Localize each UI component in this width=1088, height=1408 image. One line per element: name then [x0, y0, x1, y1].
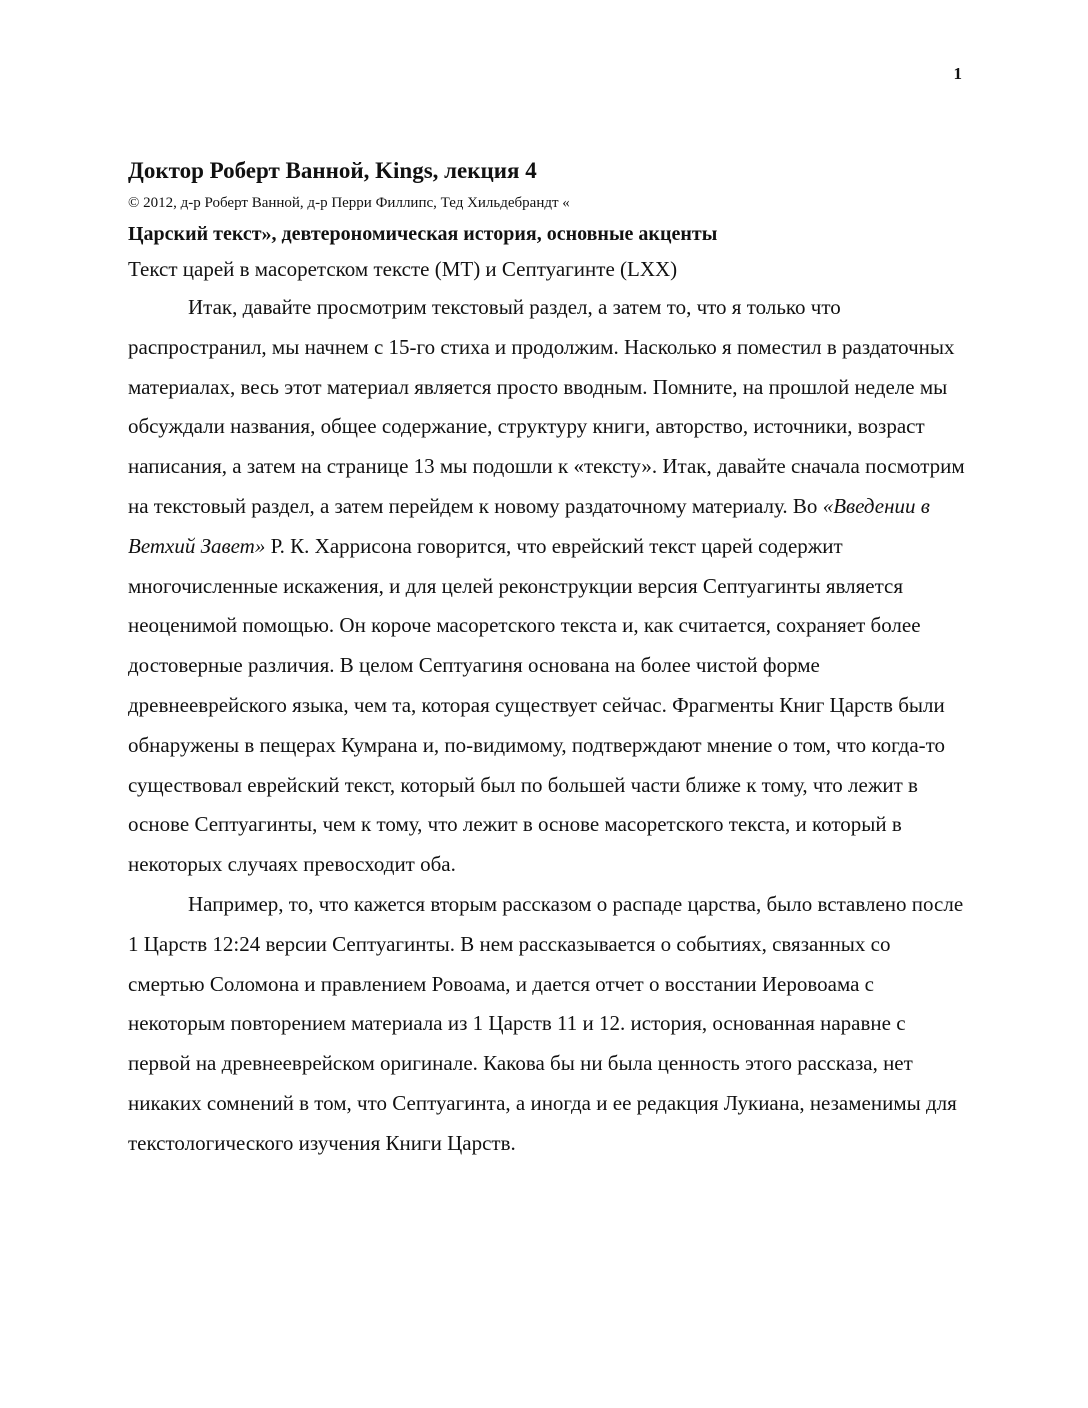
body-paragraph-1 [128, 288, 968, 885]
document-title: Доктор Роберт Ванной, Kings, лекция 4 [128, 158, 537, 183]
body-paragraph-2: Например, то, что кажется вторым рассказом о распаде царства, было вставлено после 1 Царств 12:24 версии Септуагинты. В нем рассказывается о событиях, связанных со смертью Соломона и правлением Ровоама, и дается отчет о восстании Иеровоама с некоторым повторением материала из 1 Царств 11 и 12. история, основанная наравне с первой на древнееврейском оригинале. Какова бы ни была ценность этого рассказа, нет никаких сомнений в том, что Септуагинта, а иногда и ее редакция Лукиана, незаменимы для текстологического изучения Книги Царств. [128, 891, 964, 1155]
section-heading: Царский текст», девтерономическая история, основные акценты [128, 223, 718, 245]
paragraph-1-text-start: Итак, давайте просмотрим текстовый раздел, а затем то, что я только что распространил, мы начнем с 15-го стиха и продолжим. Насколько я поместил в раздаточных материалах, весь этот материал является просто вводным. Помните, на прошлой неделе мы обсуждали названия, общее содержание, структуру книги, авторство, источники, возраст написания, а затем на странице 13 мы подошли к «тексту». Итак, давайте сначала посмотрим на текстовый раздел, а затем перейдем к новому раздаточному материалу. Во [128, 295, 965, 518]
paragraph-1-text-end: Р. К. Харрисона говорится, что еврейский текст царей содержит многочисленные искажения, и для целей реконструкции версия Септуагинты является неоценимой помощью. Он короче масоретского текста и, как считается, сохраняет более достоверные различия. В целом Септуагиня основана на более чистой форме древнееврейского языка, чем та, которая существует сейчас. Фрагменты Книг Царств были обнаружены в пещерах Кумрана и, по-видимому, подтверждают мнение о том, что когда-то существовал еврейский текст, который был по большей части ближе к тому, что лежит в основе Септуагинты, чем к тому, что лежит в основе масоретского текста, и который в некоторых случаях превосходит оба. [128, 533, 946, 877]
book-title-italic: «Введении в Ветхий Завет» [128, 493, 930, 558]
document-body [128, 154, 968, 1164]
page-number: 1 [953, 64, 962, 83]
section-subheading: Текст царей в масоретском тексте (МТ) и Септуагинте (LXX) [128, 257, 678, 281]
copyright-line: © 2012, д-р Роберт Ванной, д-р Перри Филлипс, Тед Хильдебрандт « [128, 195, 570, 211]
